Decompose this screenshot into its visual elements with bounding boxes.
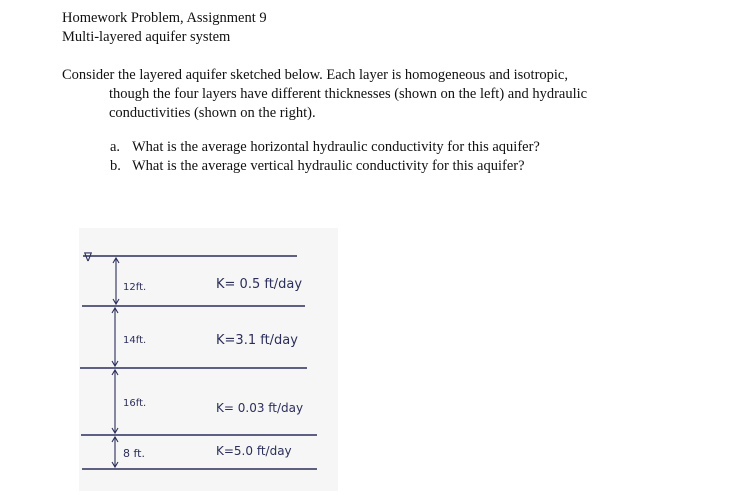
layer-1-thickness: 12ft. [123, 282, 147, 293]
water-table-icon: ∇ [84, 250, 93, 264]
layer-1-conductivity: K= 0.5 ft/day [216, 277, 303, 292]
layer-2-thickness: 14ft. [123, 335, 147, 346]
question-label: b. [110, 158, 121, 174]
question-label: a. [110, 139, 121, 155]
layer-3-conductivity: K= 0.03 ft/day [216, 401, 304, 415]
intro-line-3: conductivities (shown on the right). [109, 105, 316, 121]
intro-line-1: Consider the layered aquifer sketched below. Each layer is homogeneous and isotropic, [62, 67, 568, 83]
thickness-arrow-4 [112, 437, 118, 467]
document-header [62, 9, 267, 47]
aquifer-diagram [79, 228, 338, 491]
question-text: What is the average vertical hydraulic conductivity for this aquifer? [132, 158, 525, 174]
layer-4-conductivity: K=5.0 ft/day [216, 444, 292, 458]
question-list [110, 138, 540, 176]
assignment-subtitle: Multi-layered aquifer system [62, 29, 231, 45]
layer-4-thickness: 8 ft. [123, 447, 145, 460]
question-text: What is the average horizontal hydraulic conductivity for this aquifer? [132, 139, 540, 155]
layer-3-thickness: 16ft. [123, 398, 147, 409]
thickness-arrow-2 [112, 308, 118, 366]
question-a [110, 138, 540, 157]
aquifer-sketch [79, 228, 338, 491]
thickness-arrow-3 [112, 370, 118, 433]
question-b [110, 157, 540, 176]
assignment-title: Homework Problem, Assignment 9 [62, 10, 267, 26]
layer-2-conductivity: K=3.1 ft/day [216, 333, 298, 348]
thickness-arrow-1 [113, 258, 119, 304]
intro-line-2: though the four layers have different thicknesses (shown on the left) and hydraulic [109, 86, 588, 102]
problem-statement [62, 66, 702, 123]
